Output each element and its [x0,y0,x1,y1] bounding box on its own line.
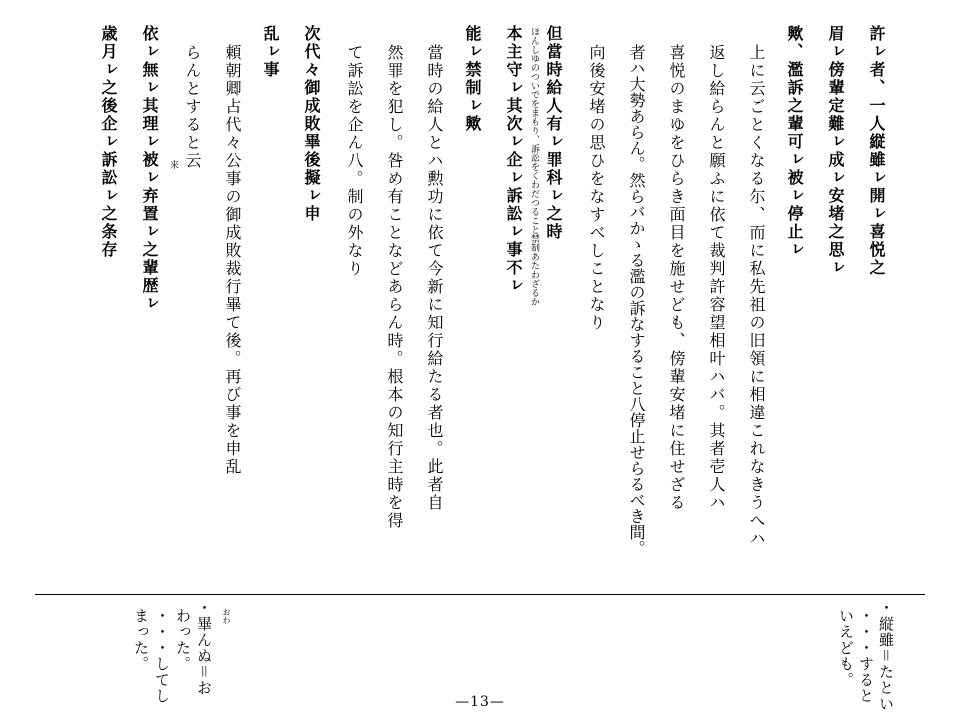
footnote-divider [35,594,925,595]
text-column-5: 返し給らんと願ふに依て裁判許容望相叶ハバ。其者壱人ハ [707,44,726,512]
text-column-18: らんとすると云 [183,44,202,170]
text-column-20: 歳月ㇾ之後企ㇾ訴訟ㇾ之条存 [99,25,118,259]
text-column-3: 歟、濫訴之輩可ㇾ被ㇾ停止ㇾ [785,25,804,259]
ruby-column: ほんしゆのついでをまもり、訴訟をくわだつること禁制あたわざるか [529,27,539,306]
footnote-left-ruby: おわ [222,608,231,624]
text-column-15: 次代々御成敗畢後擬ㇾ申 [302,25,321,223]
text-column-1: 許ㇾ者、一人縦雖ㇾ開ㇾ喜悦之 [867,25,886,277]
text-column-11: 能ㇾ禁制ㇾ歟 [463,25,482,133]
text-column-17: 頼朝卿占代々公事の御成敗裁行畢て後。再び事を申乱 [223,44,242,476]
footnote-right-line-1: ・縦雖＝たとい [877,600,895,712]
text-column-2: 眉ㇾ傍輩定難ㇾ成ㇾ安堵之思ㇾ [826,25,845,277]
page-number: —13— [455,694,505,710]
text-column-12: 當時の給人とハ勲功に依て今新に知行給たる者也。此者自 [425,44,444,512]
text-column-4: 上に云ごとくなる尓、而に私先祖の旧領に相違これなきうへハ [747,44,766,548]
text-column-9: 但當時給人有ㇾ罪科ㇾ之時 [544,25,563,241]
text-column-14: て訴訟を企ん八。制の外なり [345,44,364,278]
ruby-mark: 来 [168,160,178,169]
footnote-left-line-2: わった。 [174,608,192,672]
footnote-right-line-2: ・・・すると [857,608,875,704]
footnote-right-line-3: いえども。 [837,608,855,688]
footnote-left-line-4: まった。 [132,608,150,672]
text-column-16: 乱ㇾ事 [261,25,280,79]
footnote-left-line-3: ・・・してし [153,608,171,704]
text-column-7: 者ハ大勢あらん。然らバかゝる濫の訴なすること八停止せらるべき間。 [627,44,646,556]
text-column-10: 本主守ㇾ其次ㇾ企ㇾ訴訟ㇾ事不ㇾ [504,25,523,295]
text-column-13: 然罪を犯し。咎め有ことなどあらん時。根本の知行主時を得 [385,44,404,530]
text-column-8: 向後安堵の思ひをなすべしことなり [587,44,606,332]
text-column-19: 依ㇾ無ㇾ其理ㇾ被ㇾ弃置ㇾ之輩歴ㇾ [140,25,159,313]
footnote-left-line-1: ・畢んぬ＝お [195,600,213,696]
text-column-6: 喜悦のまゆをひらき面目を施せども、傍輩安堵に住せざる [667,44,686,512]
